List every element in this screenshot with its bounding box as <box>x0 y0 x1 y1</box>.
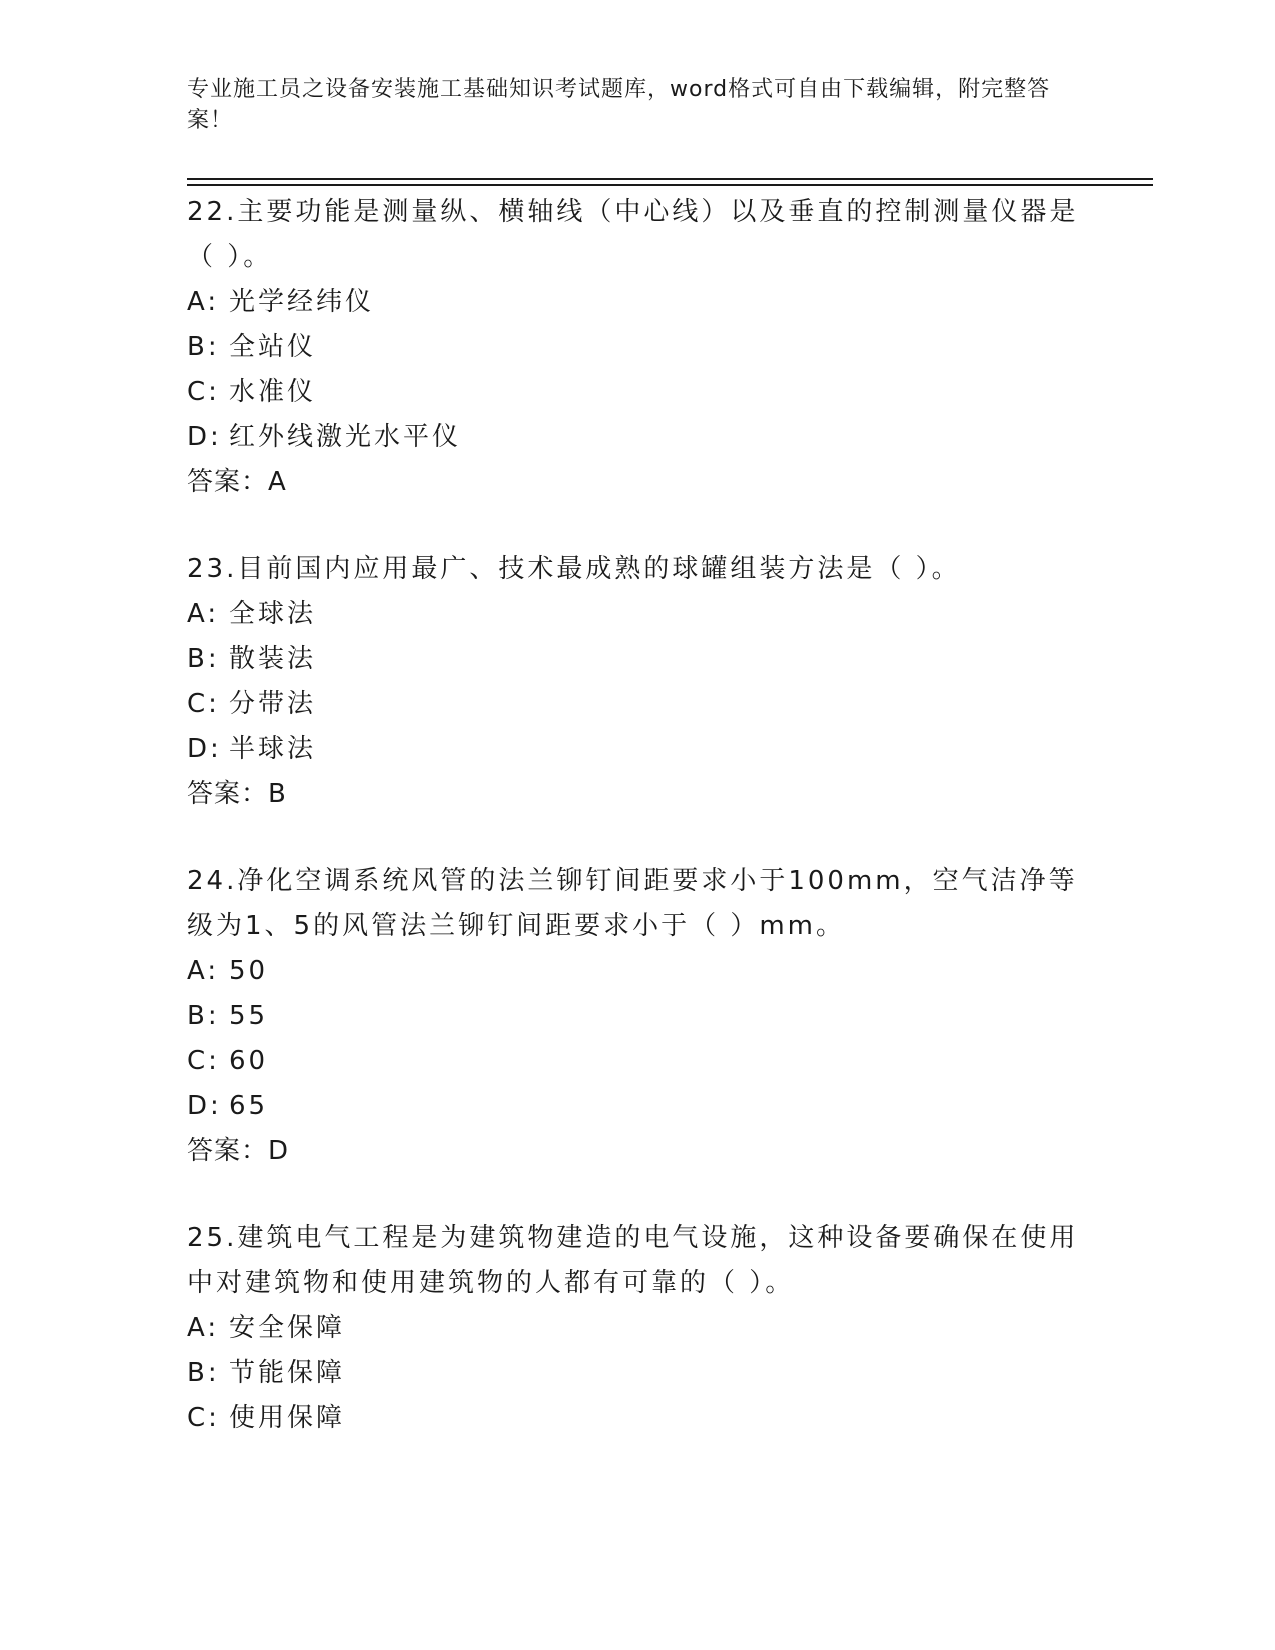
option-text: 全球法 <box>229 599 317 629</box>
question-23 <box>187 547 1087 817</box>
option-text: 散装法 <box>229 644 317 674</box>
option-label: C: <box>187 1046 220 1076</box>
option-a <box>187 280 1087 325</box>
question-24 <box>187 859 1087 1174</box>
answer-line: 答案：B <box>187 779 287 809</box>
option-text: 分带法 <box>229 689 317 719</box>
option-text: 65 <box>229 1091 269 1121</box>
option-label: C: <box>187 689 220 719</box>
option-label: C: <box>187 1403 220 1433</box>
option-label: B: <box>187 1358 220 1388</box>
option-d <box>187 727 1087 772</box>
option-label: C: <box>187 377 220 407</box>
option-text: 红外线激光水平仪 <box>229 422 462 452</box>
question-stem: 24.净化空调系统风管的法兰铆钉间距要求小于100mm，空气洁净等级为1、5的风管法兰铆钉间距要求小于（ ）mm。 <box>187 866 1078 941</box>
question-stem: 23.目前国内应用最广、技术最成熟的球罐组装方法是（ ）。 <box>187 554 961 584</box>
option-label: A: <box>187 1313 220 1343</box>
option-label: A: <box>187 599 220 629</box>
option-text: 全站仪 <box>229 332 317 362</box>
answer-line: 答案：A <box>187 467 287 497</box>
option-label: D: <box>187 1091 222 1121</box>
document-header: 专业施工员之设备安装施工基础知识考试题库，word格式可自由下载编辑，附完整答案！ <box>187 77 1051 133</box>
option-d <box>187 415 1087 460</box>
option-label: A: <box>187 956 220 986</box>
option-c <box>187 1396 1087 1441</box>
option-text: 使用保障 <box>229 1403 346 1433</box>
question-25 <box>187 1216 1087 1441</box>
option-a <box>187 949 1087 994</box>
option-c <box>187 370 1087 415</box>
option-text: 光学经纬仪 <box>229 287 375 317</box>
option-label: D: <box>187 422 222 452</box>
option-a <box>187 1306 1087 1351</box>
option-text: 50 <box>229 956 269 986</box>
option-a <box>187 592 1087 637</box>
option-label: B: <box>187 332 220 362</box>
option-text: 节能保障 <box>229 1358 346 1388</box>
option-b <box>187 1351 1087 1396</box>
answer-line: 答案：D <box>187 1136 290 1166</box>
question-stem: 22.主要功能是测量纵、横轴线（中心线）以及垂直的控制测量仪器是（ ）。 <box>187 197 1079 272</box>
question-22 <box>187 190 1087 505</box>
option-text: 55 <box>229 1001 269 1031</box>
question-stem: 25.建筑电气工程是为建筑物建造的电气设施，这种设备要确保在使用中对建筑物和使用建筑物的人都有可靠的（ ）。 <box>187 1223 1079 1298</box>
option-c <box>187 682 1087 727</box>
option-text: 半球法 <box>229 734 317 764</box>
option-label: B: <box>187 1001 220 1031</box>
option-b <box>187 994 1087 1039</box>
option-b <box>187 325 1087 370</box>
option-text: 安全保障 <box>229 1313 346 1343</box>
option-text: 60 <box>229 1046 269 1076</box>
option-d <box>187 1084 1087 1129</box>
option-label: B: <box>187 644 220 674</box>
option-c <box>187 1039 1087 1084</box>
option-label: A: <box>187 287 220 317</box>
header-divider-bottom <box>187 184 1153 186</box>
option-text: 水准仪 <box>229 377 317 407</box>
option-label: D: <box>187 734 222 764</box>
option-b <box>187 637 1087 682</box>
header-divider-top <box>187 178 1153 180</box>
question-list <box>187 190 1087 1483</box>
